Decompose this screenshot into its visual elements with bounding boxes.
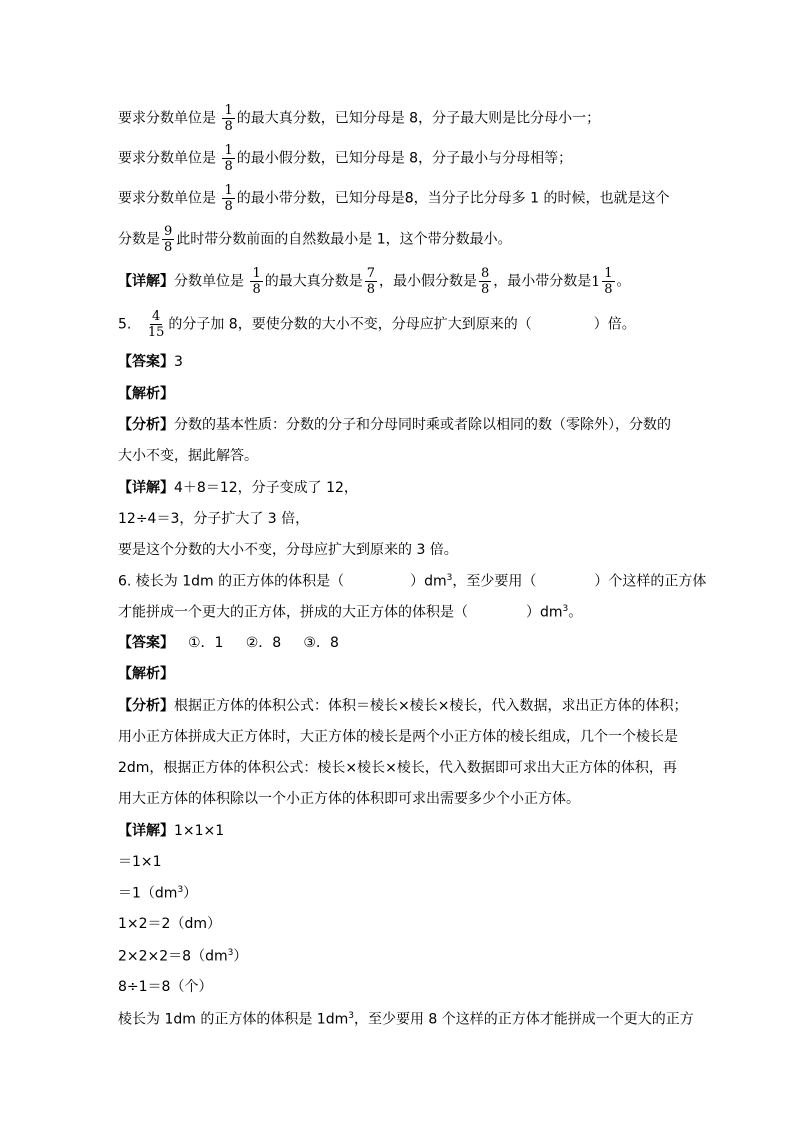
text: ） [183,885,198,902]
whole-part: 1 [591,273,601,290]
text: 根据正方体的体积公式：体积＝棱长×棱长×棱长，代入数据，求出正方体的体积； [174,698,688,714]
fraction-part [602,267,614,296]
analysis-line-3 [118,761,677,775]
text: 12÷4＝3，分子扩大了 3 倍， [118,511,310,527]
text: ） [233,948,248,965]
detail-tag: 【详解】 [118,480,174,496]
text: 分数单位是 [174,273,244,290]
detail-line-6 [118,980,212,994]
text: 大小不变，据此解答。 [118,448,258,464]
analysis-heading [118,667,174,681]
numerator: 8 [481,266,490,281]
text: ＝1×1 [118,854,162,870]
denominator: 8 [224,159,233,174]
answer-tag: 【答案】 [118,354,174,370]
text: 8÷1＝8（个） [118,979,213,995]
text: 1×1×1 [174,823,225,839]
mixed-number [591,267,616,296]
numerator: 1 [224,103,233,118]
denominator: 8 [252,282,261,297]
answer-line [118,636,339,650]
text: 1×2＝2（dm） [118,916,221,932]
superscript: 3 [177,885,184,895]
text: ，至少要用（ [452,573,537,590]
text: 用小正方体拼成大正方体时，大正方体的棱长是两个小正方体的棱长组成，几个一个棱长是 [118,729,678,745]
numerator: 9 [164,224,173,239]
analysis-subtag: 【分析】 [118,417,174,433]
fraction-one-eighth [222,104,234,133]
analysis-subtag: 【分析】 [118,698,174,714]
detail-line-5 [118,267,631,296]
question-6-line-2 [118,605,582,620]
text: 用大正方体的体积除以一个小正方体的体积即可求出需要多少个小正方体。 [118,791,580,807]
fraction-seven-eighths [365,267,377,296]
text: 此时带分数前面的自然数最小是 1，这个带分数最小。 [176,231,512,248]
solution-line-2 [118,144,572,173]
analysis-heading [118,387,174,401]
text: ，至少要用 8 个这样的正方体才能拼成一个更大的正方 [353,1011,694,1028]
analysis-tag: 【解析】 [118,666,174,682]
numerator: 1 [224,143,233,158]
analysis-line-1 [118,699,687,713]
denominator: 8 [164,240,173,255]
text: ）dm [526,604,563,621]
question-6-line-1 [118,574,706,589]
text: ，最小假分数是 [379,273,478,290]
fraction-one-eighth [222,144,234,173]
text: 要求分数单位是 [118,150,216,167]
text: ，最小带分数是 [493,273,592,290]
detail-line-4 [118,917,221,931]
numerator: 7 [366,266,376,281]
detail-line-7 [118,1012,694,1027]
text: 分数的基本性质：分数的分子和分母同时乘或者除以相同的数（零除外），分数的 [174,417,671,433]
text: ）倍。 [593,316,636,333]
text: 要是这个分数的大小不变，分母应扩大到原来的 3 倍。 [118,542,458,558]
text: 棱长为 1dm 的正方体的体积是 1dm [118,1011,349,1028]
text: 的最小假分数，已知分母是 8，分子最小与分母相等； [236,150,573,167]
analysis-line-2 [118,730,678,744]
answer-values: ①．1 ②．8 ③．8 [188,635,339,651]
text: 。 [568,604,583,621]
detail-tag: 【详解】 [118,273,174,290]
detail-line-3 [118,886,197,901]
fraction-nine-eighths [162,225,174,254]
text: 的最大真分数是 [264,273,363,290]
text: 的分子加 8，要使分数的大小不变，分母应扩大到原来的（ [168,316,532,333]
answer-tag: 【答案】 [118,635,174,651]
analysis-line-1 [118,418,671,432]
text: 的最小带分数，已知分母是8，当分子比分母多 1 的时候，也就是这个 [236,190,670,207]
numerator: 1 [252,266,261,281]
detail-line-3 [118,543,458,557]
numerator: 1 [604,266,613,281]
answer-line [118,355,183,369]
fraction-eight-eighths [479,267,491,296]
superscript: 3 [227,948,234,958]
text: 4＋8＝12，分子变成了 12， [174,480,358,496]
analysis-line-2 [118,449,258,463]
text: 分数是 [118,231,160,248]
analysis-line-4 [118,792,580,806]
fraction-four-fifteenths [146,310,167,339]
text: ）dm [410,573,447,590]
denominator: 8 [224,119,233,134]
text: 2×2×2＝8（dm [118,948,228,965]
fraction-one-eighth [222,184,234,213]
numerator: 4 [151,309,161,324]
solution-line-1 [118,104,600,133]
text: 2dm，根据正方体的体积公式：棱长×棱长×棱长，代入数据即可求出大正方体的体积，再 [118,760,677,776]
solution-line-4 [118,225,512,254]
text: 才能拼成一个更大的正方体，拼成的大正方体的体积是（ [118,604,468,621]
detail-line-1 [118,824,224,838]
text: 。 [616,273,631,290]
text: ＝1（dm [118,885,178,902]
answer-value: 3 [174,354,183,370]
question-number: 5. [118,316,132,333]
denominator: 8 [366,282,376,297]
superscript: 3 [562,604,569,614]
text: 要求分数单位是 [118,190,216,207]
detail-line-2 [118,855,162,869]
denominator: 8 [604,282,613,297]
question-5 [118,310,636,339]
solution-line-3 [118,184,669,213]
denominator: 15 [147,325,165,340]
denominator: 8 [481,282,490,297]
text: 6. 棱长为 1dm 的正方体的体积是（ [118,573,345,590]
text: ）个这样的正方体 [594,573,707,590]
detail-line-1 [118,481,358,495]
detail-line-5 [118,949,247,964]
numerator: 1 [224,183,233,198]
detail-line-2 [118,512,309,526]
superscript: 3 [446,573,453,583]
fraction-one-eighth [250,267,262,296]
detail-tag: 【详解】 [118,823,174,839]
text: 要求分数单位是 [118,110,216,127]
text: 的最大真分数，已知分母是 8，分子最大则是比分母小一； [236,110,601,127]
superscript: 3 [348,1011,354,1021]
denominator: 8 [224,199,233,214]
analysis-tag: 【解析】 [118,386,174,402]
